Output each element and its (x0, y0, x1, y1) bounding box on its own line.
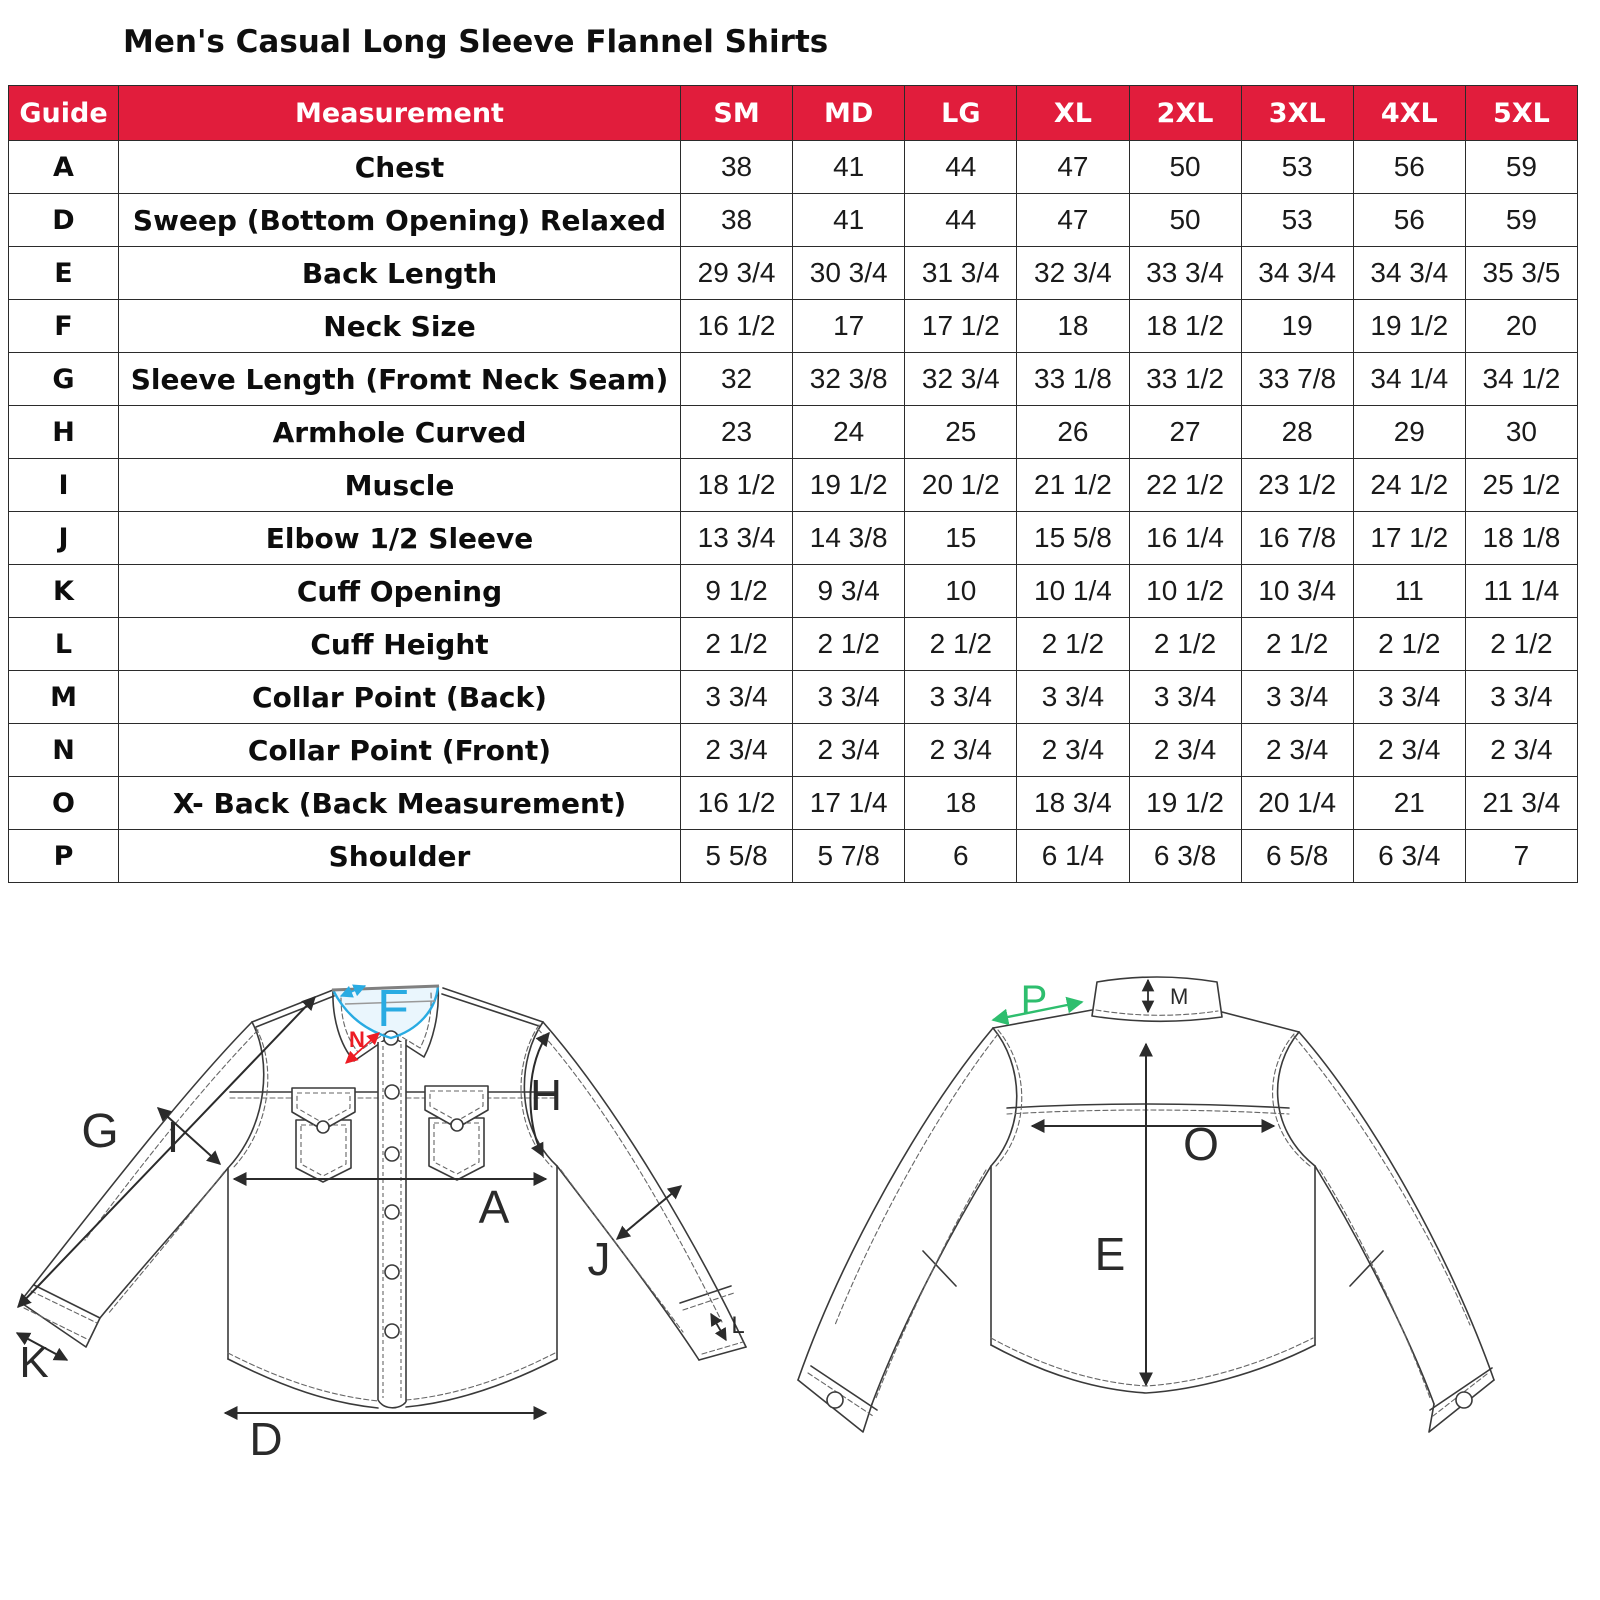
value-cell: 18 1/8 (1465, 512, 1577, 565)
value-cell: 27 (1129, 406, 1241, 459)
value-cell: 41 (793, 141, 905, 194)
back-labels (1021, 978, 1219, 1280)
size-column-header: SM (681, 86, 793, 141)
value-cell: 16 1/2 (681, 777, 793, 830)
value-cell: 19 1/2 (1353, 300, 1465, 353)
value-cell: 6 (905, 830, 1017, 883)
back-stitching (808, 1010, 1487, 1416)
table-row (9, 247, 1578, 300)
table-row (9, 671, 1578, 724)
value-cell: 21 3/4 (1465, 777, 1577, 830)
size-column-header: 3XL (1241, 86, 1353, 141)
value-cell: 3 3/4 (1017, 671, 1129, 724)
front-label-G: G (81, 1105, 119, 1158)
front-label-H: H (530, 1071, 562, 1120)
table-row (9, 724, 1578, 777)
measurement-column-header: Measurement (119, 86, 681, 141)
value-cell: 26 (1017, 406, 1129, 459)
size-column-header: 5XL (1465, 86, 1577, 141)
value-cell: 2 3/4 (905, 724, 1017, 777)
value-cell: 6 3/4 (1353, 830, 1465, 883)
value-cell: 21 (1353, 777, 1465, 830)
front-label-I: I (166, 1113, 180, 1162)
value-cell: 2 3/4 (1017, 724, 1129, 777)
back-measure-arrows (993, 980, 1274, 1385)
value-cell: 17 1/2 (1353, 512, 1465, 565)
measurement-cell: Sweep (Bottom Opening) Relaxed (119, 194, 681, 247)
value-cell: 31 3/4 (905, 247, 1017, 300)
back-view-diagram (780, 930, 1570, 1475)
value-cell: 2 3/4 (1353, 724, 1465, 777)
cuff-button (827, 1392, 843, 1408)
value-cell: 10 1/2 (1129, 565, 1241, 618)
value-cell: 17 1/4 (793, 777, 905, 830)
guide-cell: H (9, 406, 119, 459)
value-cell: 25 (905, 406, 1017, 459)
value-cell: 10 3/4 (1241, 565, 1353, 618)
value-cell: 5 5/8 (681, 830, 793, 883)
elbow-arrow (617, 1186, 681, 1239)
value-cell: 59 (1465, 141, 1577, 194)
size-table-body (9, 141, 1578, 883)
value-cell: 41 (793, 194, 905, 247)
measurement-cell: Cuff Height (119, 618, 681, 671)
guide-cell: N (9, 724, 119, 777)
table-row (9, 406, 1578, 459)
guide-cell: K (9, 565, 119, 618)
size-chart-table (8, 85, 1578, 883)
value-cell: 50 (1129, 194, 1241, 247)
measurement-cell: Neck Size (119, 300, 681, 353)
measurement-cell: Collar Point (Front) (119, 724, 681, 777)
table-row (9, 353, 1578, 406)
value-cell: 50 (1129, 141, 1241, 194)
value-cell: 11 (1353, 565, 1465, 618)
front-label-J: J (587, 1233, 611, 1285)
value-cell: 3 3/4 (681, 671, 793, 724)
value-cell: 17 (793, 300, 905, 353)
value-cell: 10 (905, 565, 1017, 618)
size-column-header: 4XL (1353, 86, 1465, 141)
value-cell: 5 7/8 (793, 830, 905, 883)
guide-cell: G (9, 353, 119, 406)
back-label-O: O (1183, 1118, 1219, 1170)
front-label-K: K (19, 1338, 49, 1387)
value-cell: 3 3/4 (1241, 671, 1353, 724)
table-row (9, 194, 1578, 247)
guide-cell: E (9, 247, 119, 300)
size-column-header: XL (1017, 86, 1129, 141)
value-cell: 47 (1017, 141, 1129, 194)
table-row (9, 141, 1578, 194)
value-cell: 30 (1465, 406, 1577, 459)
table-row (9, 618, 1578, 671)
guide-column-header: Guide (9, 86, 119, 141)
value-cell: 35 3/5 (1465, 247, 1577, 300)
measurement-cell: Back Length (119, 247, 681, 300)
front-label-N: N (349, 1027, 365, 1052)
value-cell: 18 1/2 (1129, 300, 1241, 353)
value-cell: 19 1/2 (1129, 777, 1241, 830)
value-cell: 18 1/2 (681, 459, 793, 512)
measurement-cell: Sleeve Length (Fromt Neck Seam) (119, 353, 681, 406)
value-cell: 2 1/2 (1241, 618, 1353, 671)
value-cell: 2 3/4 (1241, 724, 1353, 777)
value-cell: 44 (905, 194, 1017, 247)
value-cell: 2 1/2 (905, 618, 1017, 671)
value-cell: 15 5/8 (1017, 512, 1129, 565)
value-cell: 23 (681, 406, 793, 459)
size-column-header: LG (905, 86, 1017, 141)
guide-cell: O (9, 777, 119, 830)
value-cell: 34 1/2 (1465, 353, 1577, 406)
pocket-button (451, 1119, 463, 1131)
value-cell: 33 1/8 (1017, 353, 1129, 406)
value-cell: 30 3/4 (793, 247, 905, 300)
guide-cell: M (9, 671, 119, 724)
value-cell: 16 7/8 (1241, 512, 1353, 565)
value-cell: 19 (1241, 300, 1353, 353)
value-cell: 2 3/4 (1129, 724, 1241, 777)
value-cell: 33 7/8 (1241, 353, 1353, 406)
value-cell: 34 1/4 (1353, 353, 1465, 406)
value-cell: 24 (793, 406, 905, 459)
value-cell: 18 3/4 (1017, 777, 1129, 830)
size-column-header: MD (793, 86, 905, 141)
measurement-cell: Shoulder (119, 830, 681, 883)
value-cell: 2 3/4 (681, 724, 793, 777)
cuff-button (1456, 1392, 1472, 1408)
value-cell: 3 3/4 (1129, 671, 1241, 724)
guide-cell: J (9, 512, 119, 565)
value-cell: 18 (905, 777, 1017, 830)
front-label-D: D (249, 1413, 283, 1465)
front-label-F: F (377, 980, 409, 1038)
value-cell: 20 1/4 (1241, 777, 1353, 830)
measurement-cell: Muscle (119, 459, 681, 512)
value-cell: 53 (1241, 141, 1353, 194)
back-label-M: M (1170, 984, 1189, 1009)
value-cell: 28 (1241, 406, 1353, 459)
value-cell: 34 3/4 (1353, 247, 1465, 300)
pocket-button (317, 1121, 329, 1133)
page-title: Men's Casual Long Sleeve Flannel Shirts (123, 24, 829, 60)
value-cell: 53 (1241, 194, 1353, 247)
value-cell: 10 1/4 (1017, 565, 1129, 618)
front-measure-arrows (17, 997, 726, 1413)
value-cell: 16 1/2 (681, 300, 793, 353)
value-cell: 56 (1353, 141, 1465, 194)
value-cell: 22 1/2 (1129, 459, 1241, 512)
size-header-row (9, 86, 1578, 141)
cuff-height-arrow (711, 1314, 726, 1340)
value-cell: 3 3/4 (905, 671, 1017, 724)
table-row (9, 459, 1578, 512)
table-row (9, 300, 1578, 353)
value-cell: 33 1/2 (1129, 353, 1241, 406)
value-cell: 47 (1017, 194, 1129, 247)
measurement-cell: Elbow 1/2 Sleeve (119, 512, 681, 565)
value-cell: 6 5/8 (1241, 830, 1353, 883)
front-label-L: L (731, 1312, 745, 1339)
measurement-cell: Collar Point (Back) (119, 671, 681, 724)
measurement-cell: Cuff Opening (119, 565, 681, 618)
value-cell: 20 1/2 (905, 459, 1017, 512)
back-label-E: E (1094, 1228, 1126, 1280)
value-cell: 16 1/4 (1129, 512, 1241, 565)
guide-cell: L (9, 618, 119, 671)
value-cell: 32 3/4 (1017, 247, 1129, 300)
value-cell: 2 1/2 (1129, 618, 1241, 671)
value-cell: 13 3/4 (681, 512, 793, 565)
guide-cell: P (9, 830, 119, 883)
value-cell: 9 1/2 (681, 565, 793, 618)
value-cell: 9 3/4 (793, 565, 905, 618)
value-cell: 38 (681, 194, 793, 247)
value-cell: 20 (1465, 300, 1577, 353)
value-cell: 3 3/4 (1465, 671, 1577, 724)
value-cell: 3 3/4 (793, 671, 905, 724)
value-cell: 29 3/4 (681, 247, 793, 300)
value-cell: 11 1/4 (1465, 565, 1577, 618)
value-cell: 23 1/2 (1241, 459, 1353, 512)
table-row (9, 830, 1578, 883)
value-cell: 6 3/8 (1129, 830, 1241, 883)
front-view-diagram (0, 930, 780, 1475)
guide-cell: D (9, 194, 119, 247)
value-cell: 56 (1353, 194, 1465, 247)
guide-cell: A (9, 141, 119, 194)
guide-cell: F (9, 300, 119, 353)
measurement-cell: Armhole Curved (119, 406, 681, 459)
value-cell: 32 3/8 (793, 353, 905, 406)
back-label-P: P (1020, 978, 1048, 1022)
value-cell: 44 (905, 141, 1017, 194)
value-cell: 15 (905, 512, 1017, 565)
value-cell: 2 3/4 (1465, 724, 1577, 777)
table-row (9, 777, 1578, 830)
value-cell: 17 1/2 (905, 300, 1017, 353)
value-cell: 2 3/4 (793, 724, 905, 777)
table-row (9, 512, 1578, 565)
value-cell: 2 1/2 (681, 618, 793, 671)
value-cell: 29 (1353, 406, 1465, 459)
value-cell: 59 (1465, 194, 1577, 247)
measurement-cell: Chest (119, 141, 681, 194)
value-cell: 6 1/4 (1017, 830, 1129, 883)
table-row (9, 565, 1578, 618)
front-label-A: A (478, 1181, 510, 1233)
value-cell: 3 3/4 (1353, 671, 1465, 724)
value-cell: 14 3/8 (793, 512, 905, 565)
value-cell: 38 (681, 141, 793, 194)
value-cell: 25 1/2 (1465, 459, 1577, 512)
guide-cell: I (9, 459, 119, 512)
value-cell: 21 1/2 (1017, 459, 1129, 512)
size-column-header: 2XL (1129, 86, 1241, 141)
value-cell: 24 1/2 (1353, 459, 1465, 512)
value-cell: 2 1/2 (1017, 618, 1129, 671)
value-cell: 2 1/2 (1465, 618, 1577, 671)
value-cell: 19 1/2 (793, 459, 905, 512)
value-cell: 2 1/2 (1353, 618, 1465, 671)
value-cell: 33 3/4 (1129, 247, 1241, 300)
value-cell: 18 (1017, 300, 1129, 353)
value-cell: 32 (681, 353, 793, 406)
value-cell: 2 1/2 (793, 618, 905, 671)
value-cell: 32 3/4 (905, 353, 1017, 406)
value-cell: 34 3/4 (1241, 247, 1353, 300)
value-cell: 7 (1465, 830, 1577, 883)
measurement-cell: X- Back (Back Measurement) (119, 777, 681, 830)
